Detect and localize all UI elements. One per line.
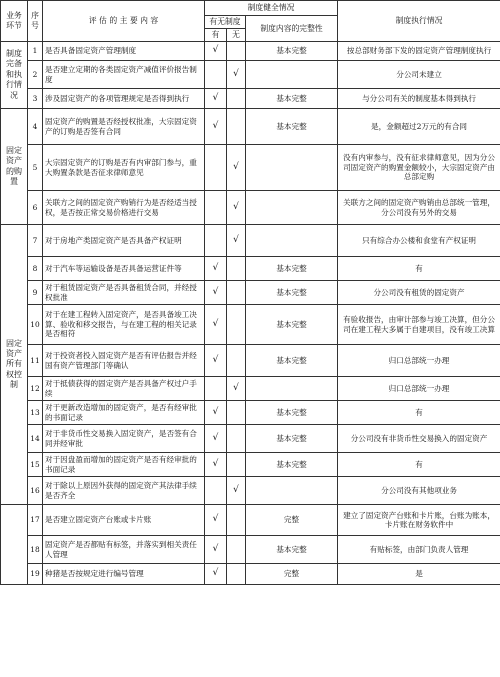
table-row — [1, 281, 500, 305]
execution-cell: 没有内审参与，没有征求律师意见，因为分公司固定资产的购置金额较小，大宗固定资产由总部定购 — [338, 145, 500, 191]
header-content: 评 估 的 主 要 内 容 — [43, 1, 205, 42]
completeness-cell: 完整 — [246, 505, 338, 536]
completeness-cell: 基本完整 — [246, 401, 338, 425]
header-seq: 序号 — [28, 1, 43, 42]
row-number: 6 — [28, 191, 43, 225]
none-mark — [227, 505, 246, 536]
none-mark — [227, 257, 246, 281]
content-cell: 涉及固定资产的各项管理规定是否得到执行 — [43, 89, 205, 109]
none-mark — [227, 89, 246, 109]
completeness-cell — [246, 477, 338, 505]
content-cell: 对于在建工程转入固定资产，是否具备竣工决算、验收和移交报告，与在建工程的相关记录是否相符 — [43, 305, 205, 345]
has-mark — [205, 145, 227, 191]
completeness-cell: 基本完整 — [246, 89, 338, 109]
execution-cell: 分公司没有非货币性交易换入的固定资产 — [338, 425, 500, 453]
execution-cell: 有贴标签，由部门负责人管理 — [338, 536, 500, 564]
row-number: 13 — [28, 401, 43, 425]
table-row — [1, 89, 500, 109]
none-mark — [227, 345, 246, 377]
completeness-cell: 基本完整 — [246, 453, 338, 477]
header-soundness: 制度健全情况 — [205, 1, 338, 16]
table-row — [1, 377, 500, 401]
completeness-cell — [246, 145, 338, 191]
content-cell: 固定资产是否都贴有标签，并落实到相关责任人管理 — [43, 536, 205, 564]
table-row — [1, 425, 500, 453]
row-number: 15 — [28, 453, 43, 477]
stage-cell: 制度完备和执行情况 — [1, 42, 28, 109]
has-mark: √ — [205, 564, 227, 585]
none-mark — [227, 453, 246, 477]
has-mark: √ — [205, 401, 227, 425]
table-row — [1, 109, 500, 145]
has-mark: √ — [205, 425, 227, 453]
has-mark: √ — [205, 305, 227, 345]
table-row — [1, 453, 500, 477]
execution-cell: 按总部财务部下发的固定资产管理制度执行 — [338, 42, 500, 61]
row-number: 8 — [28, 257, 43, 281]
execution-cell: 归口总部统一办理 — [338, 377, 500, 401]
none-mark: √ — [227, 225, 246, 257]
content-cell: 对于抵债获得的固定资产是否具备产权过户手续 — [43, 377, 205, 401]
completeness-cell: 基本完整 — [246, 345, 338, 377]
execution-cell: 分公司未建立 — [338, 61, 500, 89]
completeness-cell: 基本完整 — [246, 305, 338, 345]
execution-cell: 有 — [338, 453, 500, 477]
none-mark — [227, 305, 246, 345]
content-cell: 对于除以上原因外获得的固定资产其法律手续是否齐全 — [43, 477, 205, 505]
content-cell: 对于更新改造增加的固定资产，是否有经审批的书面记录 — [43, 401, 205, 425]
has-mark — [205, 477, 227, 505]
row-number: 10 — [28, 305, 43, 345]
has-mark: √ — [205, 536, 227, 564]
row-number: 17 — [28, 505, 43, 536]
header-completeness: 制度内容的完整性 — [246, 16, 338, 42]
has-mark — [205, 61, 227, 89]
stage-cell — [1, 505, 28, 585]
table-row — [1, 345, 500, 377]
table-row — [1, 191, 500, 225]
has-mark — [205, 225, 227, 257]
header-none: 无 — [227, 29, 246, 42]
none-mark: √ — [227, 191, 246, 225]
none-mark: √ — [227, 145, 246, 191]
row-number: 5 — [28, 145, 43, 191]
table-row — [1, 536, 500, 564]
content-cell: 是否建立定期的各类固定资产减值评价报告制度 — [43, 61, 205, 89]
execution-cell: 有验收报告，由审计部参与竣工决算，但分公司在建工程大多属于自建项目，没有竣工决算 — [338, 305, 500, 345]
table-row — [1, 257, 500, 281]
row-number: 11 — [28, 345, 43, 377]
table-row — [1, 564, 500, 585]
execution-cell: 关联方之间的固定资产购销由总部统一管理，分公司没有另外的交易 — [338, 191, 500, 225]
row-number: 9 — [28, 281, 43, 305]
row-number: 12 — [28, 377, 43, 401]
content-cell: 对于投资者投入固定资产是否有评估报告并经国有资产管理部门等确认 — [43, 345, 205, 377]
row-number: 3 — [28, 89, 43, 109]
table-row — [1, 401, 500, 425]
has-mark: √ — [205, 281, 227, 305]
row-number: 14 — [28, 425, 43, 453]
has-mark — [205, 377, 227, 401]
row-number: 7 — [28, 225, 43, 257]
execution-cell: 是 — [338, 564, 500, 585]
row-number: 18 — [28, 536, 43, 564]
has-mark: √ — [205, 42, 227, 61]
execution-cell: 归口总部统一办理 — [338, 345, 500, 377]
table-row — [1, 61, 500, 89]
has-mark — [205, 191, 227, 225]
none-mark: √ — [227, 477, 246, 505]
row-number: 4 — [28, 109, 43, 145]
completeness-cell — [246, 225, 338, 257]
none-mark — [227, 401, 246, 425]
table-row — [1, 477, 500, 505]
content-cell: 是否建立固定资产台账或卡片账 — [43, 505, 205, 536]
content-cell: 对于因盘盈而增加的固定资产是否有经审批的书面记录 — [43, 453, 205, 477]
execution-cell: 分公司没有其他项业务 — [338, 477, 500, 505]
table-row — [1, 145, 500, 191]
completeness-cell: 基本完整 — [246, 425, 338, 453]
completeness-cell: 完整 — [246, 564, 338, 585]
completeness-cell — [246, 191, 338, 225]
content-cell: 固定资产的购置是否经授权批准，大宗固定资产的订购是否签有合同 — [43, 109, 205, 145]
content-cell: 对于非货币性交易换入固定资产，是否签有合同并经审批 — [43, 425, 205, 453]
execution-cell: 只有综合办公楼和食堂有产权证明 — [338, 225, 500, 257]
row-number: 19 — [28, 564, 43, 585]
table-row — [1, 305, 500, 345]
row-number: 1 — [28, 42, 43, 61]
none-mark: √ — [227, 61, 246, 89]
execution-cell: 是，金额超过2万元的有合同 — [338, 109, 500, 145]
content-cell: 对于房地产类固定资产是否具备产权证明 — [43, 225, 205, 257]
table-body — [1, 42, 500, 585]
has-mark: √ — [205, 453, 227, 477]
none-mark — [227, 536, 246, 564]
row-number: 16 — [28, 477, 43, 505]
has-mark: √ — [205, 345, 227, 377]
completeness-cell: 基本完整 — [246, 257, 338, 281]
execution-cell: 分公司没有租赁的固定资产 — [338, 281, 500, 305]
completeness-cell: 基本完整 — [246, 42, 338, 61]
none-mark — [227, 281, 246, 305]
content-cell: 种猪是否按规定进行编号管理 — [43, 564, 205, 585]
table-row — [1, 505, 500, 536]
execution-cell: 与分公司有关的制度基本得到执行 — [338, 89, 500, 109]
completeness-cell: 基本完整 — [246, 281, 338, 305]
row-number: 2 — [28, 61, 43, 89]
has-mark: √ — [205, 257, 227, 281]
has-mark: √ — [205, 505, 227, 536]
none-mark: √ — [227, 377, 246, 401]
completeness-cell: 基本完整 — [246, 536, 338, 564]
completeness-cell — [246, 61, 338, 89]
none-mark — [227, 564, 246, 585]
has-mark: √ — [205, 109, 227, 145]
execution-cell: 建立了固定资产台账和卡片账，台账为账本，卡片账在财务软件中 — [338, 505, 500, 536]
table-row — [1, 42, 500, 61]
stage-cell: 固定资产的购置 — [1, 109, 28, 225]
execution-cell: 有 — [338, 401, 500, 425]
stage-cell: 固定资产所有权控制 — [1, 225, 28, 505]
content-cell: 对于租赁固定资产是否具备租赁合同，并经授权批准 — [43, 281, 205, 305]
content-cell: 是否具备固定资产管理制度 — [43, 42, 205, 61]
none-mark — [227, 109, 246, 145]
none-mark — [227, 425, 246, 453]
has-mark: √ — [205, 89, 227, 109]
content-cell: 大宗固定资产的订购是否有内审部门参与，重大购置条款是否征求律师意见 — [43, 145, 205, 191]
none-mark — [227, 42, 246, 61]
content-cell: 关联方之间的固定资产购销行为是否经适当授权，是否按正常交易价格进行交易 — [43, 191, 205, 225]
execution-cell: 有 — [338, 257, 500, 281]
header-exists: 有无制度 — [205, 16, 246, 29]
header-has: 有 — [205, 29, 227, 42]
header-stage: 业务环节 — [1, 1, 28, 42]
table-row — [1, 225, 500, 257]
completeness-cell: 基本完整 — [246, 109, 338, 145]
content-cell: 对于汽车等运输设备是否具备运营证件等 — [43, 257, 205, 281]
completeness-cell — [246, 377, 338, 401]
header-execution: 制度执行情况 — [338, 1, 500, 42]
